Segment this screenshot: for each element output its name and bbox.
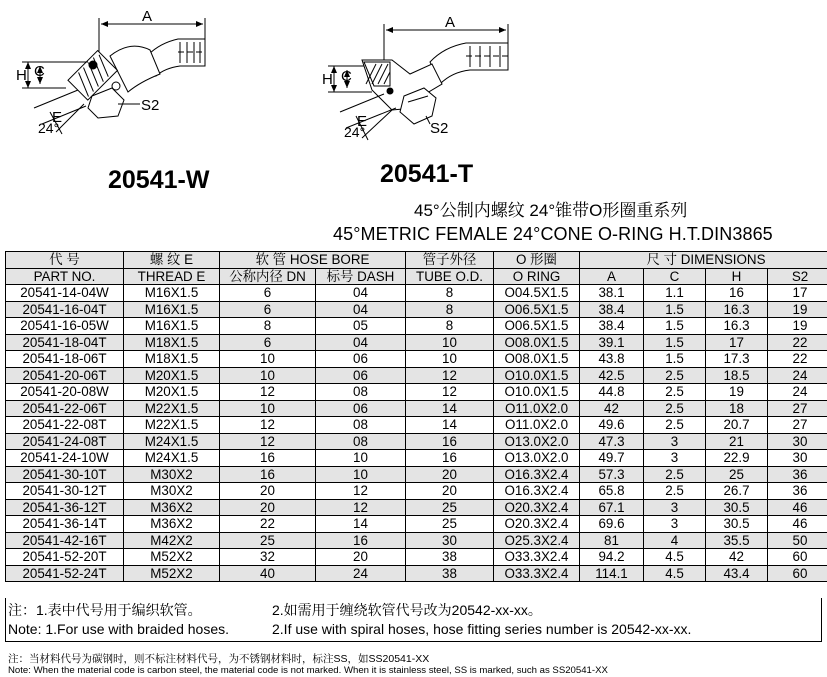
header-cell: H — [706, 268, 768, 285]
table-cell: 40 — [220, 565, 316, 582]
table-cell: M18X1.5 — [124, 351, 220, 368]
table-cell: 4.5 — [644, 565, 706, 582]
table-cell: 12 — [316, 499, 406, 516]
table-row — [6, 466, 827, 483]
drawing-20541-w — [22, 18, 205, 134]
table-cell: 3 — [644, 433, 706, 450]
table-row — [6, 367, 827, 384]
table-cell: 30.5 — [706, 499, 768, 516]
table-cell: 20541-14-04W — [6, 285, 124, 302]
table-cell: 10 — [316, 450, 406, 467]
table-cell: 6 — [220, 301, 316, 318]
table-cell: 20541-30-10T — [6, 466, 124, 483]
table-cell: 20541-36-14T — [6, 516, 124, 533]
table-cell: 10 — [220, 400, 316, 417]
table-cell: M22X1.5 — [124, 400, 220, 417]
table-cell: 04 — [316, 285, 406, 302]
table-cell: 60 — [768, 549, 827, 566]
table-cell: 114.1 — [580, 565, 644, 582]
notes-box — [5, 598, 822, 642]
model-label-t: 20541-T — [380, 160, 474, 188]
table-cell: O13.0X2.0 — [494, 433, 580, 450]
table-cell: 20541-20-08W — [6, 384, 124, 401]
table-cell: 20541-22-08T — [6, 417, 124, 434]
table-row — [6, 334, 827, 351]
table-cell: 10 — [316, 466, 406, 483]
table-cell: O11.0X2.0 — [494, 400, 580, 417]
note-cn-2: 2.如需用于缠绕软管代号改为20542-xx-xx。 — [272, 602, 542, 618]
table-cell: 19 — [768, 301, 827, 318]
table-cell: 30 — [768, 450, 827, 467]
dim-h-label: H — [322, 71, 333, 88]
table-cell: 20541-36-12T — [6, 499, 124, 516]
table-cell: 08 — [316, 417, 406, 434]
table-row — [6, 450, 827, 467]
table-cell: M30X2 — [124, 466, 220, 483]
header-cell: 代 号 — [6, 252, 124, 269]
table-cell: 94.2 — [580, 549, 644, 566]
table-cell: 2.5 — [644, 483, 706, 500]
table-cell: 20541-22-06T — [6, 400, 124, 417]
table-cell: M30X2 — [124, 483, 220, 500]
header-cell: 螺 纹 E — [124, 252, 220, 269]
table-cell: O20.3X2.4 — [494, 499, 580, 516]
table-row — [6, 318, 827, 335]
table-cell: 46 — [768, 516, 827, 533]
table-cell: 30.5 — [706, 516, 768, 533]
table-cell: 3 — [644, 450, 706, 467]
table-cell: 26.7 — [706, 483, 768, 500]
table-cell: 06 — [316, 351, 406, 368]
table-cell: M42X2 — [124, 532, 220, 549]
table-cell: 04 — [316, 301, 406, 318]
table-cell: 27 — [768, 417, 827, 434]
table-row — [6, 516, 827, 533]
table-cell: 38.4 — [580, 318, 644, 335]
table-cell: 16 — [316, 532, 406, 549]
table-cell: 20 — [220, 499, 316, 516]
table-cell: 06 — [316, 367, 406, 384]
table-row — [6, 301, 827, 318]
table-cell: M24X1.5 — [124, 433, 220, 450]
table-cell: O10.0X1.5 — [494, 367, 580, 384]
table-cell: 25 — [706, 466, 768, 483]
header-cell: O RING — [494, 268, 580, 285]
table-cell: O33.3X2.4 — [494, 565, 580, 582]
table-cell: 6 — [220, 285, 316, 302]
table-cell: 47.3 — [580, 433, 644, 450]
table-cell: M16X1.5 — [124, 285, 220, 302]
table-cell: 42 — [706, 549, 768, 566]
table-cell: M52X2 — [124, 549, 220, 566]
table-cell: 16 — [220, 450, 316, 467]
table-row — [6, 285, 827, 302]
table-cell: O11.0X2.0 — [494, 417, 580, 434]
table-cell: 20541-18-04T — [6, 334, 124, 351]
note-en-1: Note: 1.For use with braided hoses. — [8, 621, 230, 637]
table-cell: 20541-30-12T — [6, 483, 124, 500]
table-cell: 16 — [406, 450, 494, 467]
table-cell: M22X1.5 — [124, 417, 220, 434]
table-cell: 30 — [406, 532, 494, 549]
table-cell: 21 — [706, 433, 768, 450]
table-cell: O20.3X2.4 — [494, 516, 580, 533]
model-label-w: 20541-W — [108, 166, 210, 194]
table-cell: 17 — [768, 285, 827, 302]
table-cell: O08.0X1.5 — [494, 334, 580, 351]
header-cell: 管子外径 — [406, 252, 494, 269]
header-cell: TUBE O.D. — [406, 268, 494, 285]
table-cell: O16.3X2.4 — [494, 483, 580, 500]
table-row — [6, 433, 827, 450]
dim-c-label: C — [341, 68, 352, 85]
table-cell: O04.5X1.5 — [494, 285, 580, 302]
header-cell: A — [580, 268, 644, 285]
table-cell: O13.0X2.0 — [494, 450, 580, 467]
table-cell: 20541-16-04T — [6, 301, 124, 318]
table-cell: O06.5X1.5 — [494, 318, 580, 335]
table-cell: M18X1.5 — [124, 334, 220, 351]
table-cell: 3 — [644, 516, 706, 533]
table-cell: 50 — [768, 532, 827, 549]
header-cell: O 形圈 — [494, 252, 580, 269]
table-cell: O16.3X2.4 — [494, 466, 580, 483]
table-cell: 8 — [406, 318, 494, 335]
table-cell: 12 — [316, 483, 406, 500]
table-cell: 46 — [768, 499, 827, 516]
footnote-english: Note: When the material code is carbon steel, the material code is not marked. When it is stainless steel, SS is marked, such as SS20541-XX — [8, 665, 608, 676]
table-cell: 8 — [220, 318, 316, 335]
table-cell: O10.0X1.5 — [494, 384, 580, 401]
header-row — [6, 268, 827, 285]
table-cell: M20X1.5 — [124, 384, 220, 401]
dim-e-label: E — [52, 109, 63, 126]
table-cell: 42 — [580, 400, 644, 417]
table-row — [6, 384, 827, 401]
table-cell: 18.5 — [706, 367, 768, 384]
table-row — [6, 351, 827, 368]
table-cell: 2.5 — [644, 400, 706, 417]
drawing-20541-t — [328, 24, 508, 140]
footnote-chinese: 注：当材料代号为碳钢时，则不标注材料代号，为不锈钢材料时，标注SS，如SS20541-XX — [8, 653, 430, 665]
table-cell: 25 — [406, 516, 494, 533]
header-cell: 标号 DASH — [316, 268, 406, 285]
table-cell: 65.8 — [580, 483, 644, 500]
table-cell: 81 — [580, 532, 644, 549]
table-cell: 08 — [316, 433, 406, 450]
table-cell: 69.6 — [580, 516, 644, 533]
table-cell: 10 — [220, 367, 316, 384]
table-cell: 14 — [406, 400, 494, 417]
table-cell: 16.3 — [706, 318, 768, 335]
table-cell: 1.5 — [644, 301, 706, 318]
table-cell: 14 — [316, 516, 406, 533]
table-cell: 43.4 — [706, 565, 768, 582]
table-cell: 44.8 — [580, 384, 644, 401]
table-cell: 12 — [220, 433, 316, 450]
table-cell: 10 — [406, 351, 494, 368]
table-cell: 20.7 — [706, 417, 768, 434]
table-cell: 2.5 — [644, 367, 706, 384]
angle-label: 24° — [344, 124, 366, 140]
table-cell: 17 — [706, 334, 768, 351]
table-cell: 22 — [768, 334, 827, 351]
header-cell: THREAD E — [124, 268, 220, 285]
table-row — [6, 400, 827, 417]
table-cell: 49.7 — [580, 450, 644, 467]
table-row — [6, 549, 827, 566]
table-cell: 24 — [316, 565, 406, 582]
table-cell: 67.1 — [580, 499, 644, 516]
table-cell: 2.5 — [644, 417, 706, 434]
dim-e-label: E — [357, 113, 368, 130]
note-en-2: 2.If use with spiral hoses, hose fitting series number is 20542-xx-xx. — [272, 621, 692, 637]
table-cell: 12 — [406, 367, 494, 384]
table-cell: 42.5 — [580, 367, 644, 384]
table-cell: 1.5 — [644, 351, 706, 368]
table-cell: 3 — [644, 499, 706, 516]
table-cell: M20X1.5 — [124, 367, 220, 384]
table-cell: 1.1 — [644, 285, 706, 302]
table-cell: 20541-20-06T — [6, 367, 124, 384]
table-cell: M52X2 — [124, 565, 220, 582]
table-cell: 16 — [406, 433, 494, 450]
table-row — [6, 532, 827, 549]
table-cell: M24X1.5 — [124, 450, 220, 467]
table-cell: 20541-16-05W — [6, 318, 124, 335]
table-cell: 6 — [220, 334, 316, 351]
header-cell: 尺 寸 DIMENSIONS — [580, 252, 827, 269]
title-english: 45°METRIC FEMALE 24°CONE O-RING H.T.DIN3865 — [333, 224, 773, 244]
table-cell: O08.0X1.5 — [494, 351, 580, 368]
angle-label: 24° — [38, 120, 60, 136]
dim-h-label: H — [16, 67, 27, 84]
table-cell: 20 — [316, 549, 406, 566]
table-cell: 35.5 — [706, 532, 768, 549]
table-cell: 17.3 — [706, 351, 768, 368]
table-cell: 20541-24-10W — [6, 450, 124, 467]
dim-a-label: A — [142, 8, 153, 25]
table-cell: 12 — [220, 384, 316, 401]
table-cell: 20 — [406, 483, 494, 500]
table-cell: O06.5X1.5 — [494, 301, 580, 318]
table-cell: M16X1.5 — [124, 318, 220, 335]
table-row — [6, 483, 827, 500]
table-row — [6, 417, 827, 434]
table-cell: 36 — [768, 466, 827, 483]
table-cell: 30 — [768, 433, 827, 450]
table-cell: 38 — [406, 549, 494, 566]
table-cell: 20541-52-20T — [6, 549, 124, 566]
table-cell: 22.9 — [706, 450, 768, 467]
note-cn-1: 注：1.表中代号用于编织软管。 — [8, 602, 202, 618]
table-cell: 38 — [406, 565, 494, 582]
table-cell: 24 — [768, 367, 827, 384]
table-cell: 04 — [316, 334, 406, 351]
table-cell: 18 — [706, 400, 768, 417]
header-row — [6, 252, 827, 269]
table-cell: 4 — [644, 532, 706, 549]
table-cell: 38.4 — [580, 301, 644, 318]
table-cell: 22 — [220, 516, 316, 533]
spec-table — [5, 251, 827, 582]
header-cell: S2 — [768, 268, 827, 285]
table-cell: 60 — [768, 565, 827, 582]
table-cell: 57.3 — [580, 466, 644, 483]
table-cell: 06 — [316, 400, 406, 417]
table-cell: 25 — [406, 499, 494, 516]
table-cell: O25.3X2.4 — [494, 532, 580, 549]
table-row — [6, 565, 827, 582]
dim-c-label: C — [34, 63, 45, 80]
table-cell: 4.5 — [644, 549, 706, 566]
table-cell: 24 — [768, 384, 827, 401]
dim-s2-label: S2 — [141, 97, 160, 114]
table-cell: 10 — [220, 351, 316, 368]
table-cell: 05 — [316, 318, 406, 335]
table-cell: 39.1 — [580, 334, 644, 351]
table-cell: M16X1.5 — [124, 301, 220, 318]
table-cell: 10 — [406, 334, 494, 351]
table-cell: 20541-24-08T — [6, 433, 124, 450]
table-cell: 36 — [768, 483, 827, 500]
table-cell: 08 — [316, 384, 406, 401]
table-cell: 16 — [220, 466, 316, 483]
table-cell: 8 — [406, 301, 494, 318]
table-cell: 20541-18-06T — [6, 351, 124, 368]
table-cell: 20541-52-24T — [6, 565, 124, 582]
table-cell: 19 — [768, 318, 827, 335]
table-cell: 2.5 — [644, 384, 706, 401]
table-cell: 38.1 — [580, 285, 644, 302]
table-cell: 20 — [406, 466, 494, 483]
table-cell: 22 — [768, 351, 827, 368]
table-cell: 2.5 — [644, 466, 706, 483]
table-cell: 27 — [768, 400, 827, 417]
table-cell: 12 — [406, 384, 494, 401]
table-cell: 32 — [220, 549, 316, 566]
table-cell: M36X2 — [124, 516, 220, 533]
table-row — [6, 499, 827, 516]
table-cell: M36X2 — [124, 499, 220, 516]
dim-a-label: A — [445, 14, 456, 31]
table-cell: 12 — [220, 417, 316, 434]
table-cell: 43.8 — [580, 351, 644, 368]
title-chinese: 45°公制内螺纹 24°锥带O形圈重系列 — [414, 201, 688, 220]
table-cell: 16 — [706, 285, 768, 302]
dim-s2-label: S2 — [430, 120, 449, 137]
table-cell: O33.3X2.4 — [494, 549, 580, 566]
table-cell: 1.5 — [644, 318, 706, 335]
table-cell: 8 — [406, 285, 494, 302]
table-cell: 20 — [220, 483, 316, 500]
header-cell: 软 管 HOSE BORE — [220, 252, 406, 269]
table-cell: 25 — [220, 532, 316, 549]
table-cell: 14 — [406, 417, 494, 434]
table-cell: 19 — [706, 384, 768, 401]
table-cell: 20541-42-16T — [6, 532, 124, 549]
header-cell: 公称内径 DN — [220, 268, 316, 285]
table-cell: 1.5 — [644, 334, 706, 351]
header-cell: PART NO. — [6, 268, 124, 285]
table-cell: 16.3 — [706, 301, 768, 318]
table-cell: 49.6 — [580, 417, 644, 434]
header-cell: C — [644, 268, 706, 285]
